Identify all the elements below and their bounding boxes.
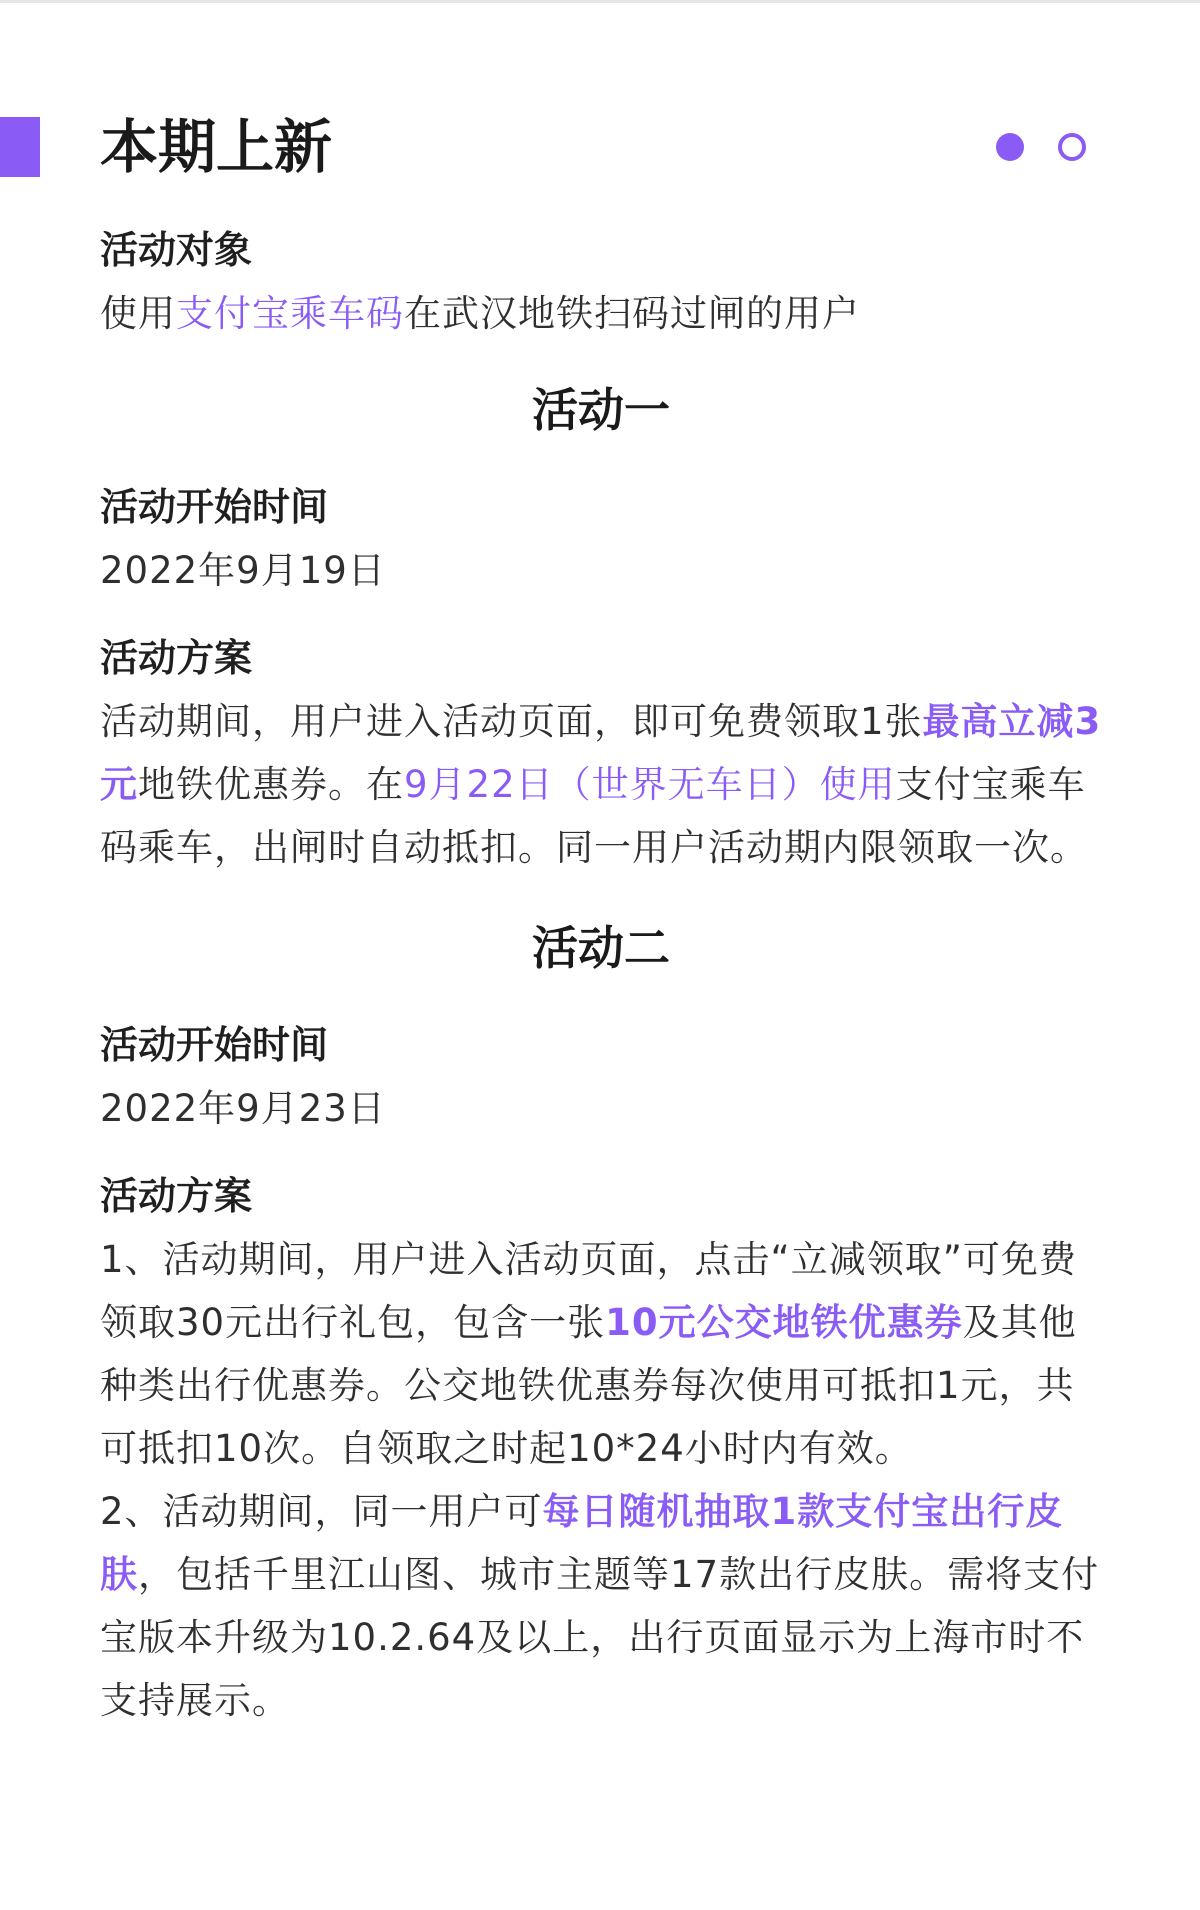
plan-text-part: 1、活动期间，用户进入活动页面，点击“立减领取”可免费领取30元出行礼包，包含一张 <box>100 1238 1077 1344</box>
plan-text-part: 及其他种类出行优惠券。公交地铁优惠券每次使用可抵扣1元，共可抵扣10次。自领取之时起10*24小时内有效。 <box>100 1301 1077 1470</box>
activity-two-start-date: 2022年9月23日 <box>100 1087 386 1130</box>
audience-text-part: 在武汉地铁扫码过闸的用户 <box>404 292 860 335</box>
top-divider <box>0 0 1200 3</box>
activity-two-plan-label: 活动方案 <box>100 1174 253 1218</box>
plan-text-part: 2、活动期间，同一用户可 <box>100 1490 543 1533</box>
plan-text-part: 地铁优惠券。在 <box>138 763 404 806</box>
audience-text-part: 使用 <box>100 292 176 335</box>
plan-text-part: 活动期间，用户进入活动页面，即可免费领取1张 <box>100 700 923 743</box>
announcement-content <box>100 218 1102 1732</box>
plan-highlight: 最高立减3元 <box>100 700 1102 806</box>
alipay-transit-code-link[interactable]: 支付宝乘车码 <box>176 292 404 335</box>
carousel-pager <box>996 132 1086 162</box>
plan-highlight: 9月22日（世界无车日）使用 <box>404 763 896 806</box>
activity-two-plan-item-1 <box>100 1228 1102 1480</box>
activity-one-start-label: 活动开始时间 <box>100 485 329 529</box>
pager-dot-inactive[interactable] <box>1058 133 1086 161</box>
page-title: 本期上新 <box>100 113 333 181</box>
audience-text <box>100 282 1102 345</box>
activity-one-start-date: 2022年9月19日 <box>100 549 386 592</box>
activity-two-plan-item-2 <box>100 1480 1102 1732</box>
activity-two-start-label: 活动开始时间 <box>100 1023 329 1067</box>
audience-label: 活动对象 <box>100 228 253 272</box>
title-accent-bar <box>0 117 40 177</box>
plan-highlight: 每日随机抽取1款支付宝出行皮肤 <box>100 1490 1064 1596</box>
activity-one-plan-text <box>100 690 1102 879</box>
activity-one-title: 活动一 <box>532 383 670 437</box>
plan-text-part: 支付宝乘车码乘车，出闸时自动抵扣。同一用户活动期内限领取一次。 <box>100 763 1088 869</box>
plan-text-part: ，包括千里江山图、城市主题等17款出行皮肤。需将支付宝版本升级为10.2.64及以上，出行页面显示为上海市时不支持展示。 <box>100 1553 1100 1722</box>
activity-two-title: 活动二 <box>532 921 670 975</box>
plan-highlight: 10元公交地铁优惠券 <box>605 1301 963 1344</box>
pager-dot-active[interactable] <box>996 133 1024 161</box>
activity-one-plan-label: 活动方案 <box>100 636 253 680</box>
